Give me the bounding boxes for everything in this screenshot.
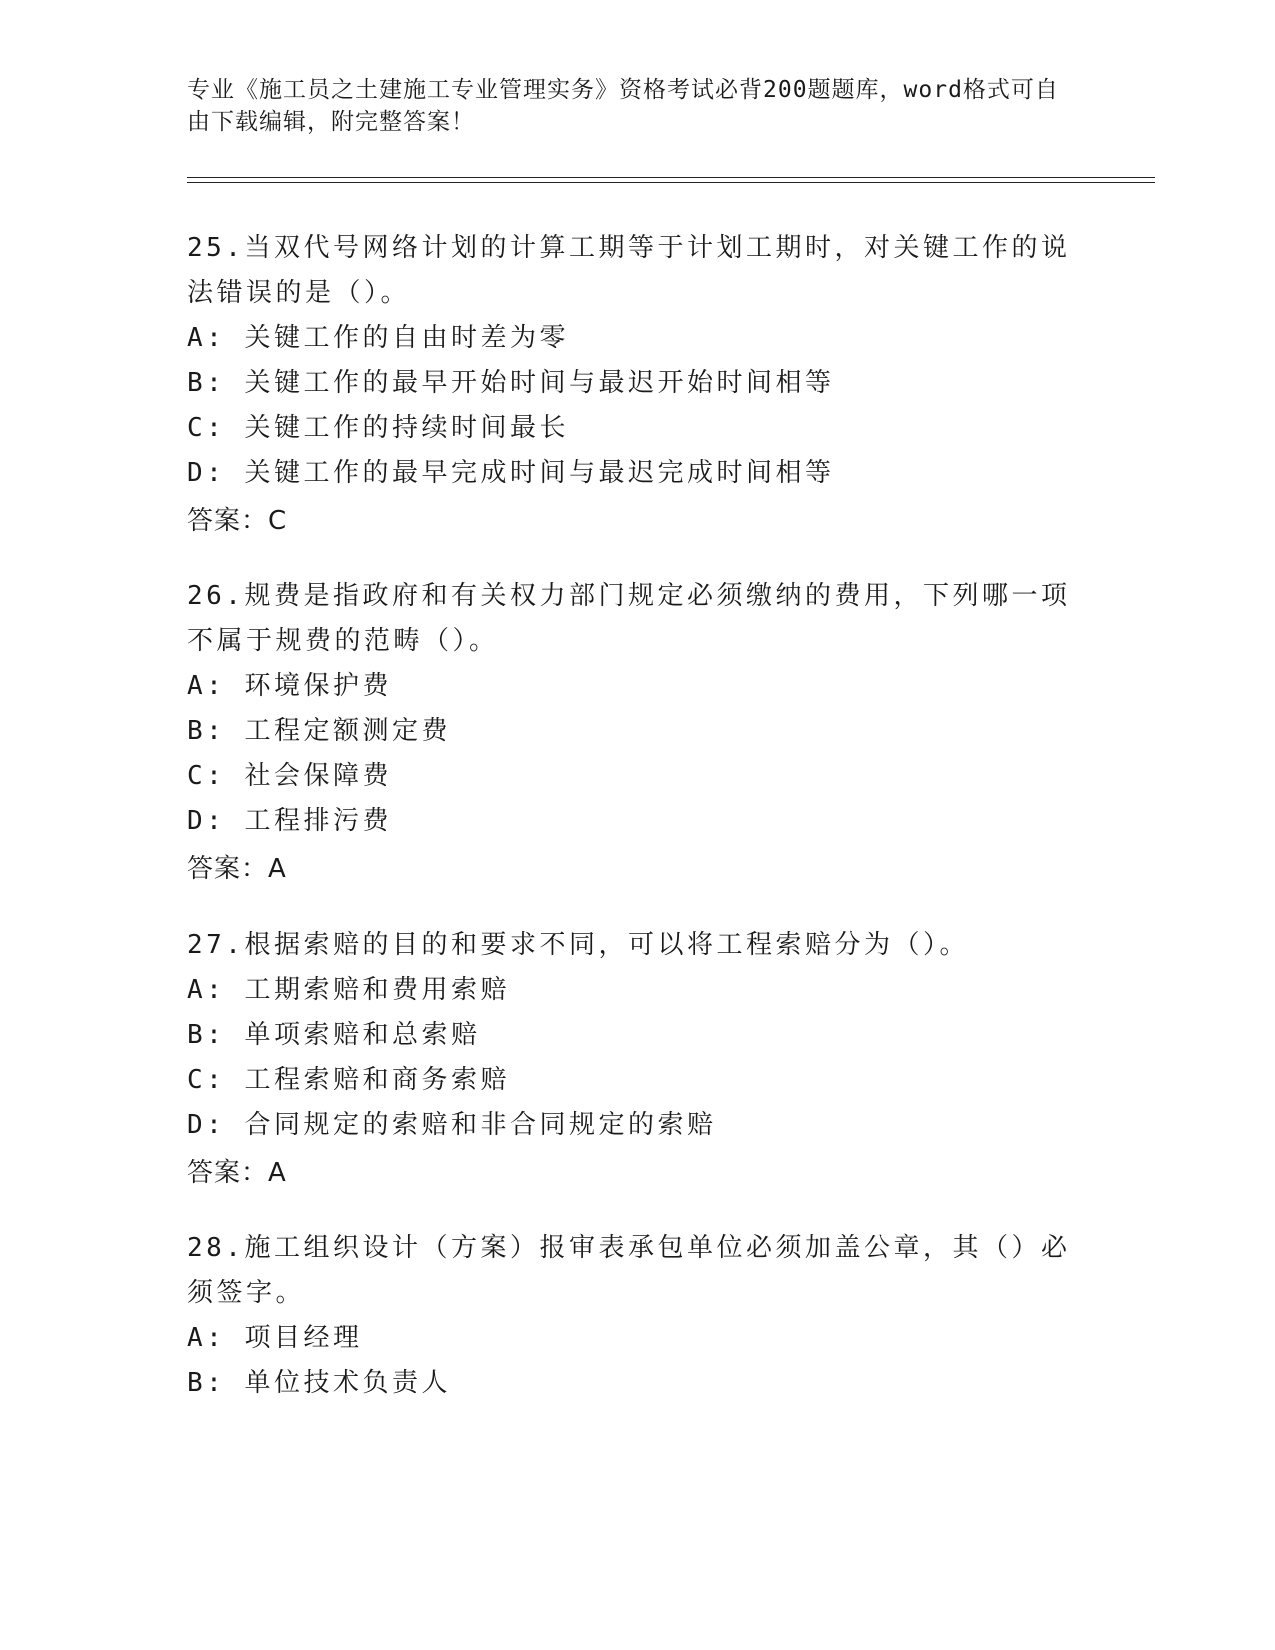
question-25 [187,226,1087,544]
document-header: 专业《施工员之土建施工专业管理实务》资格考试必背200题题库，word格式可自由下载编辑，附完整答案！ [187,77,1059,135]
option-c: C: 社会保障费 [187,761,392,791]
question-28 [187,1226,1087,1406]
option-b: B: 工程定额测定费 [187,716,451,746]
option-d: D: 关键工作的最早完成时间与最迟完成时间相等 [187,458,835,488]
question-27 [187,923,1087,1196]
option-b: B: 关键工作的最早开始时间与最迟开始时间相等 [187,368,835,398]
header-rule-top [187,177,1155,178]
question-stem: 26.规费是指政府和有关权力部门规定必须缴纳的费用，下列哪一项不属于规费的范畴（）。 [187,581,1071,656]
option-a: A: 关键工作的自由时差为零 [187,323,569,353]
answer: 答案：A [187,854,287,884]
header-rule-bottom [187,182,1155,183]
question-stem: 28.施工组织设计（方案）报审表承包单位必须加盖公章，其（）必须签字。 [187,1233,1071,1308]
option-c: C: 工程索赔和商务索赔 [187,1065,510,1095]
option-b: B: 单项索赔和总索赔 [187,1020,481,1050]
option-a: A: 项目经理 [187,1323,363,1353]
option-a: A: 工期索赔和费用索赔 [187,975,510,1005]
option-d: D: 工程排污费 [187,806,392,836]
option-d: D: 合同规定的索赔和非合同规定的索赔 [187,1110,717,1140]
question-26 [187,574,1087,892]
option-a: A: 环境保护费 [187,671,392,701]
question-stem: 27.根据索赔的目的和要求不同，可以将工程索赔分为（）。 [187,930,969,960]
question-stem: 25.当双代号网络计划的计算工期等于计划工期时，对关键工作的说法错误的是（）。 [187,233,1071,308]
answer: 答案：C [187,506,288,536]
option-c: C: 关键工作的持续时间最长 [187,413,569,443]
option-b: B: 单位技术负责人 [187,1368,451,1398]
answer: 答案：A [187,1158,287,1188]
